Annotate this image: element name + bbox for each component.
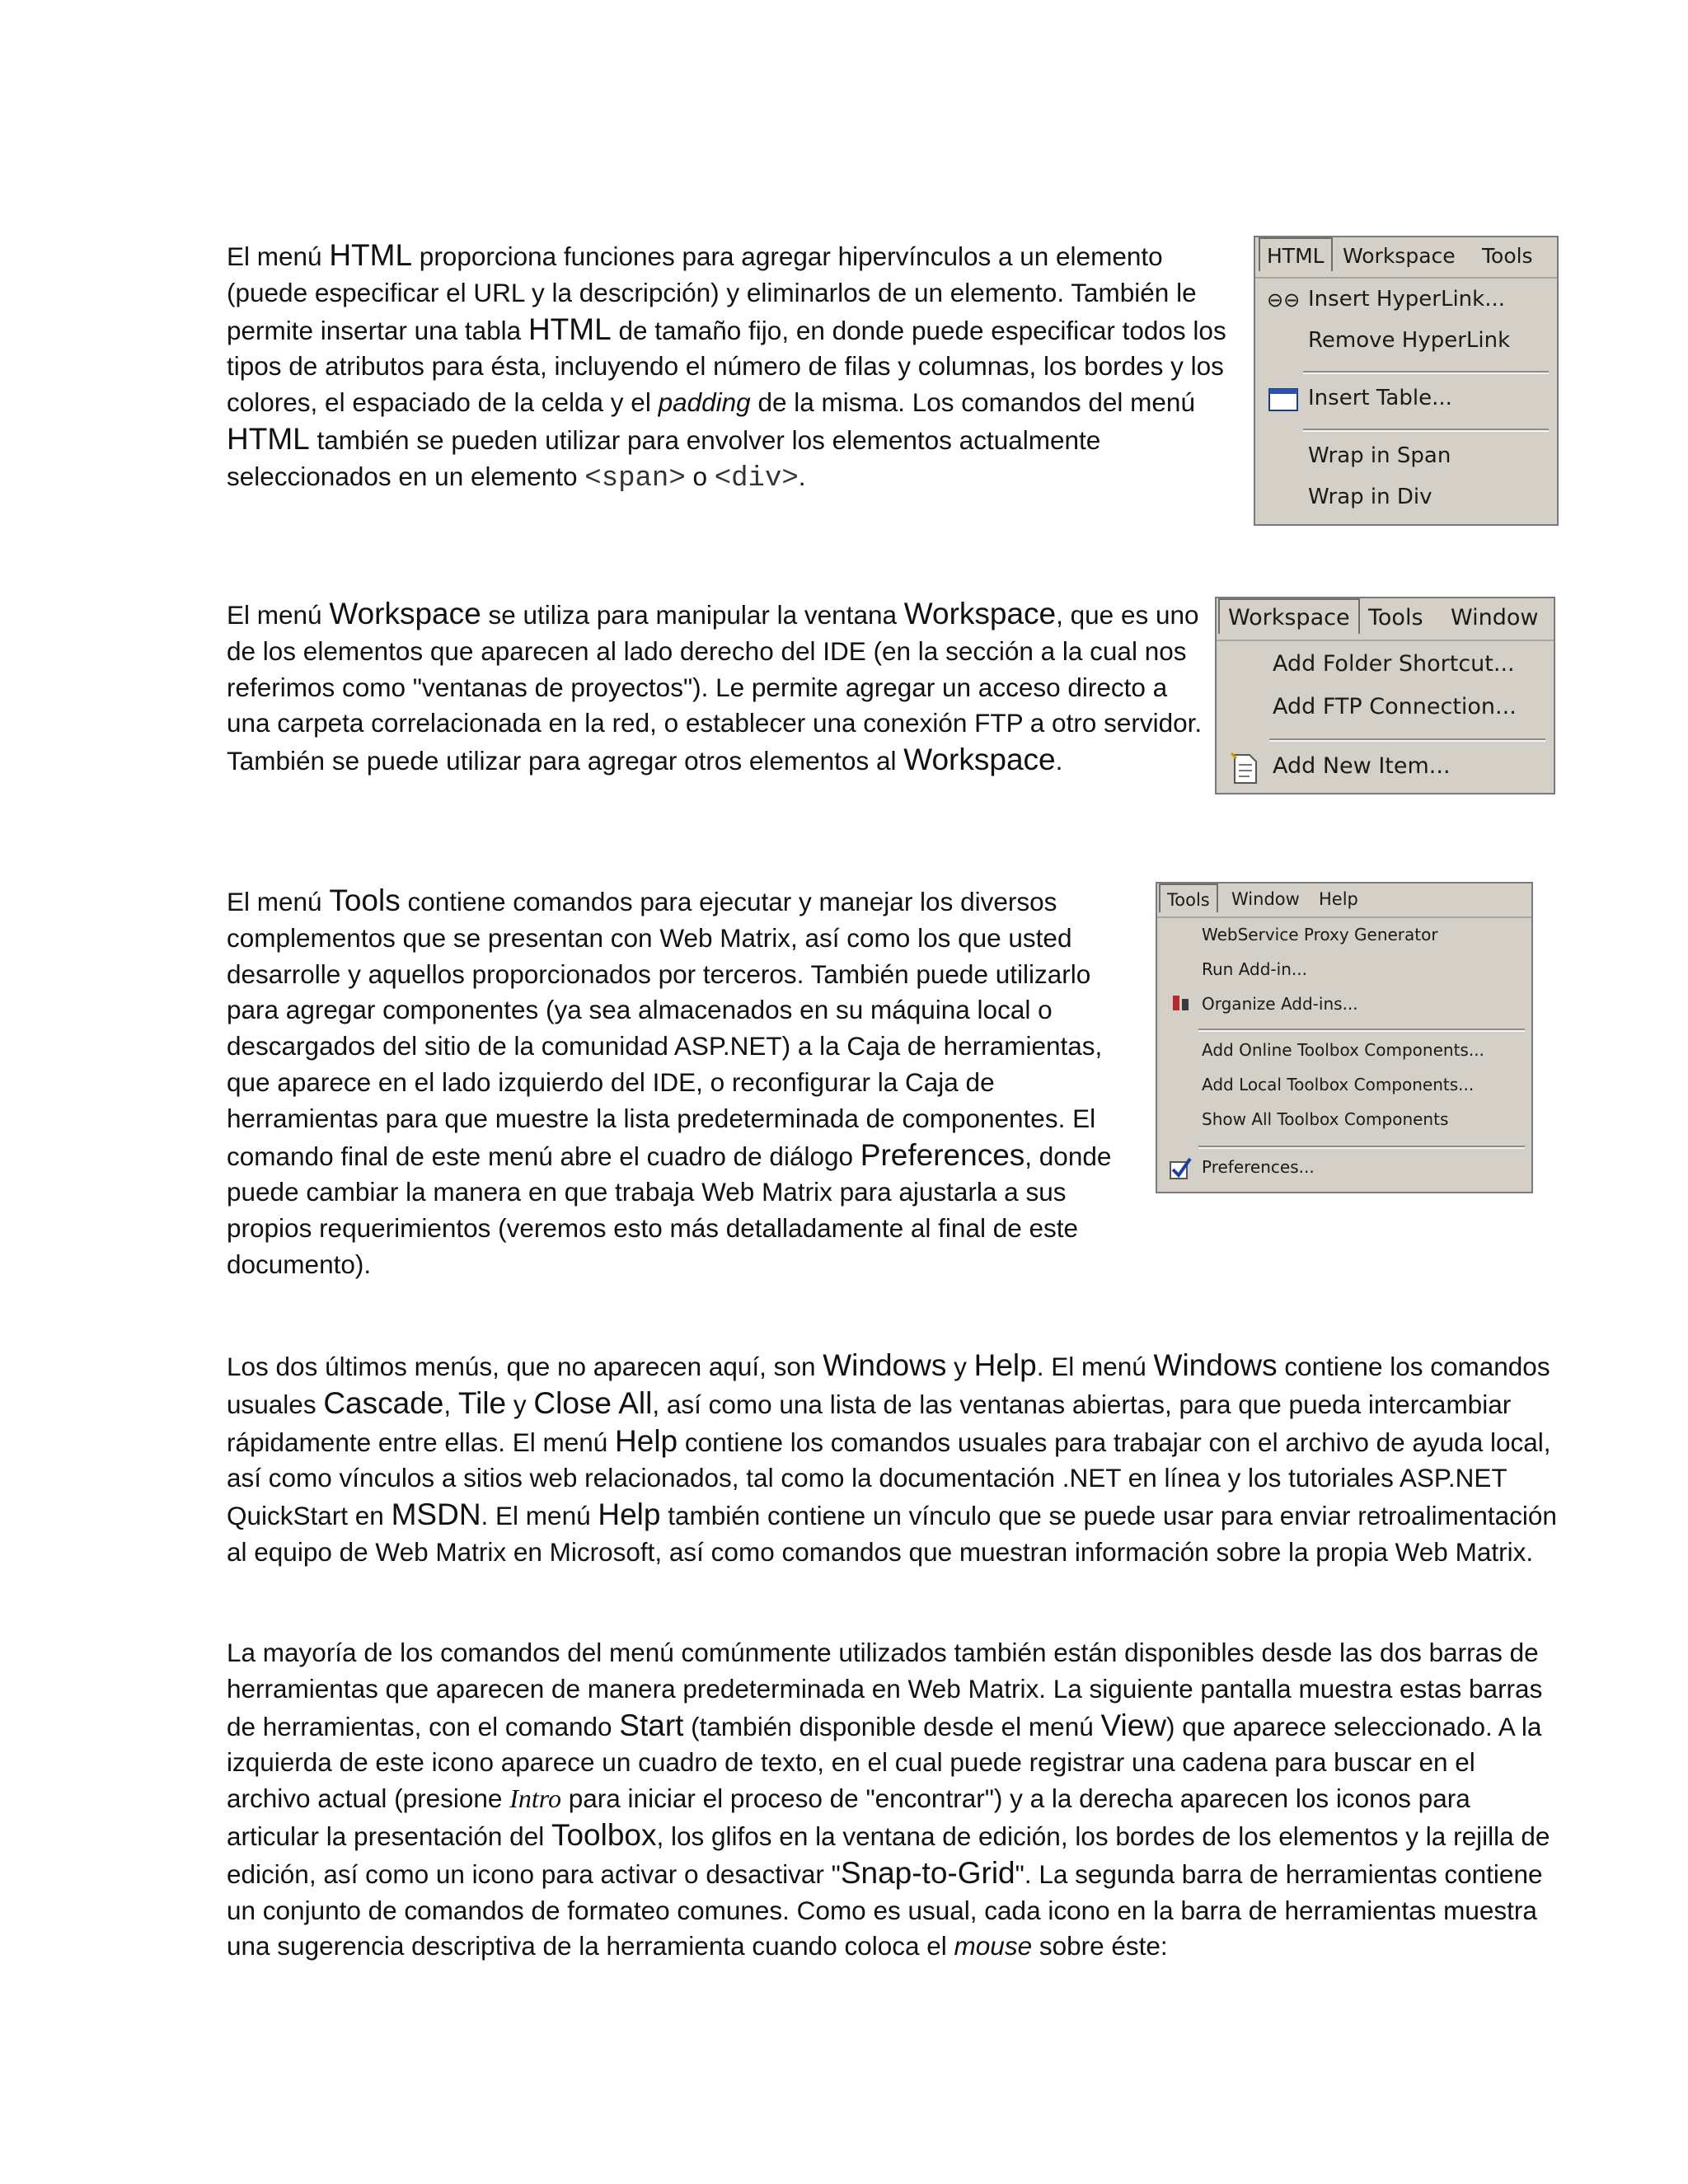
hyperlink-icon: ⊖⊖ — [1267, 288, 1301, 312]
menu-item-wrap-in-div[interactable]: Wrap in Div — [1308, 485, 1432, 509]
html-menu-screenshot — [1254, 236, 1559, 526]
menu-item-insert-table[interactable]: Insert Table... — [1308, 386, 1452, 410]
menu-item-add-ftp-connection[interactable]: Add FTP Connection... — [1273, 694, 1517, 719]
menu-item-add-local-toolbox-components[interactable]: Add Local Toolbox Components... — [1202, 1075, 1475, 1094]
menu-tab-help[interactable]: Help — [1319, 889, 1358, 909]
menu-item-wrap-in-span[interactable]: Wrap in Span — [1308, 443, 1451, 468]
menu-tab-workspace[interactable]: Workspace — [1218, 598, 1360, 634]
menu-separator — [1198, 1146, 1525, 1149]
menu-tab-window[interactable]: Window — [1451, 605, 1539, 630]
menu-item-run-add-in[interactable]: Run Add-in... — [1202, 959, 1307, 979]
menu-item-remove-hyperlink[interactable]: Remove HyperLink — [1308, 328, 1511, 353]
menu-separator — [1269, 738, 1545, 742]
menu-tab-workspace[interactable]: Workspace — [1343, 244, 1456, 268]
menu-item-organize-add-ins[interactable]: Organize Add-ins... — [1202, 994, 1358, 1014]
menu-separator — [1198, 1029, 1525, 1032]
menu-item-preferences[interactable]: Preferences... — [1202, 1157, 1315, 1177]
table-icon — [1268, 387, 1298, 412]
checkmark-icon — [1169, 1155, 1193, 1180]
paragraph-windows-help-menus: Los dos últimos menús, que no aparecen aquí, son Windows y Help. El menú Windows contiene los comandos usuales Cascade, Tile y Close All, así como una lista de las ventanas abiertas, para que pueda intercambiar rápidamente entre ellas. El menú Help contiene los comandos usuales para trabajar con el archivo de ayuda local, así como vínculos a sitios web relacionados, tal como la documentación .NET en línea y los tutoriales ASP.NET QuickStart en MSDN. El menú Help también contiene un vínculo que se puede usar para enviar retroalimentación al equipo de Web Matrix en Microsoft, así como comandos que muestran información sobre la propia Web Matrix. — [227, 1348, 1557, 1567]
menu-item-add-new-item[interactable]: Add New Item... — [1273, 753, 1451, 779]
menu-tab-tools[interactable]: Tools — [1482, 244, 1533, 268]
new-item-icon — [1230, 752, 1259, 785]
menu-bar — [1157, 883, 1531, 918]
workspace-menu-screenshot — [1215, 597, 1555, 794]
menu-tab-window[interactable]: Window — [1231, 889, 1300, 909]
paragraph-toolbars: La mayoría de los comandos del menú comúnmente utilizados también están disponibles desde las dos barras de herramientas que aparecen de manera predeterminada en Web Matrix. La siguiente pantalla muestra estas barras de herramientas, con el comando Start (también disponible desde el menú View) que aparece seleccionado. A la izquierda de este icono aparece un cuadro de texto, en el cual puede registrar una cadena para buscar en el archivo actual (presione Intro para iniciar el proceso de "encontrar") y a la derecha aparecen los iconos para articular la presentación del Toolbox, los glifos en la ventana de edición, los bordes de los elementos y la rejilla de edición, así como un icono para activar o desactivar "Snap-to-Grid". La segunda barra de herramientas contiene un conjunto de comandos de formateo comunes. Como es usual, cada icono en la barra de herramientas muestra una sugerencia descriptiva de la herramienta cuando coloca el mouse sobre éste: — [227, 1638, 1550, 1961]
menu-tab-tools[interactable]: Tools — [1368, 605, 1423, 630]
paragraph-workspace-menu: El menú Workspace se utiliza para manipular la ventana Workspace, que es uno de los elementos que aparecen al lado derecho del IDE (en la sección a la cual nos referimos como "ventanas de proyectos"). Le permite agregar un acceso directo a una carpeta correlacionada en la red, o establecer una conexión FTP a otro servidor. También se puede utilizar para agregar otros elementos al Workspace. — [227, 597, 1203, 777]
menu-bar — [1255, 237, 1557, 279]
paragraph-html-menu: El menú HTML proporciona funciones para agregar hipervínculos a un elemento (puede especificar el URL y la descripción) y eliminarlos de un elemento. También le permite insertar una tabla HTML de tamaño fijo, en donde puede especificar todos los tipos de atributos para ésta, incluyendo el número de filas y columnas, los bordes y los colores, el espaciado de la celda y el padding de la misma. Los comandos del menú HTML también se pueden utilizar para envolver los elementos actualmente seleccionados en un elemento <span> o <div>. — [227, 238, 1226, 494]
menu-item-add-online-toolbox-components[interactable]: Add Online Toolbox Components... — [1202, 1040, 1484, 1060]
menu-item-show-all-toolbox-components[interactable]: Show All Toolbox Components — [1202, 1109, 1449, 1129]
menu-separator — [1303, 429, 1549, 432]
menu-item-webservice-proxy-generator[interactable]: WebService Proxy Generator — [1202, 925, 1438, 944]
paragraph-tools-menu: El menú Tools contiene comandos para ejecutar y manejar los diversos complementos que se presentan con Web Matrix, así como los que usted desarrolle y aquellos proporcionados por terceros. También puede utilizarlo para agregar componentes (ya sea almacenados en su máquina local o descargados del sitio de la comunidad ASP.NET) a la Caja de herramientas, que aparece en el lado izquierdo del IDE, o reconfigurar la Caja de herramientas para que muestre la lista predeterminada de componentes. El comando final de este menú abre el cuadro de diálogo Preferences, donde puede cambiar la manera en que trabaja Web Matrix para ajustarla a sus propios requerimientos (veremos esto más detalladamente al final de este documento). — [227, 883, 1112, 1279]
menu-bar — [1217, 598, 1554, 641]
add-ins-icon — [1170, 992, 1192, 1014]
menu-tab-html[interactable]: HTML — [1259, 237, 1333, 271]
tools-menu-screenshot — [1156, 882, 1533, 1193]
menu-item-insert-hyperlink[interactable]: Insert HyperLink... — [1308, 287, 1506, 312]
menu-item-add-folder-shortcut[interactable]: Add Folder Shortcut... — [1273, 651, 1515, 677]
menu-separator — [1303, 371, 1549, 374]
menu-tab-tools[interactable]: Tools — [1159, 883, 1218, 912]
